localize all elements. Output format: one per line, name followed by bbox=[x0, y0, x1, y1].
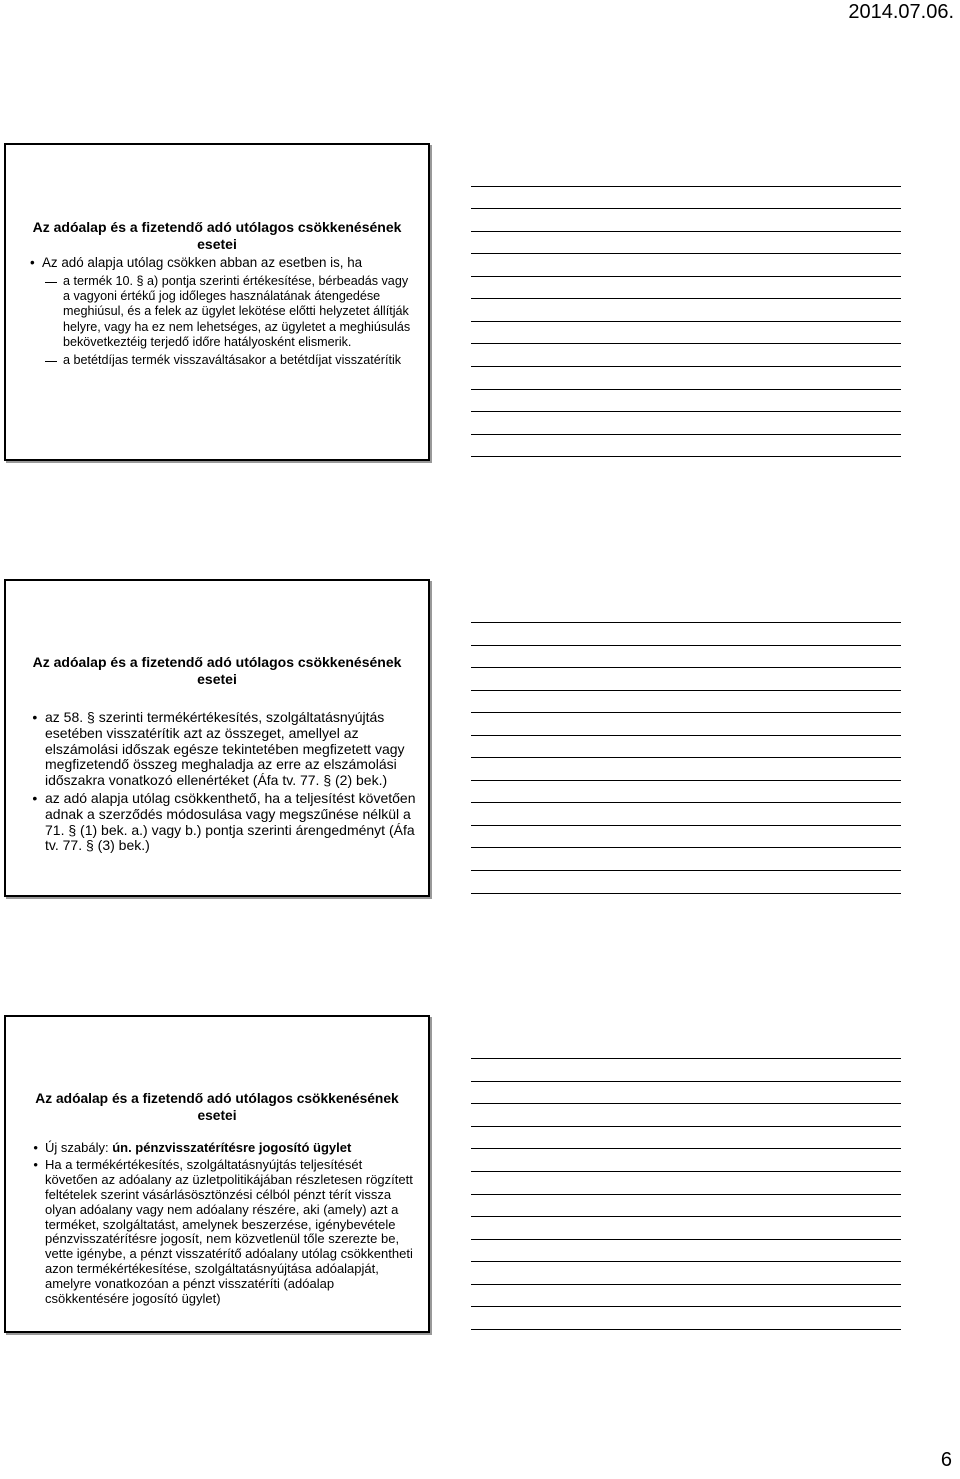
bullet-bold-term: ún. pénzvisszatérítésre jogosító ügylet bbox=[112, 1140, 352, 1155]
dash-item: a betétdíjas termék visszaváltásakor a betétdíjat visszatérítik bbox=[63, 353, 418, 368]
bullet-prefix: Új szabály: bbox=[45, 1140, 113, 1155]
note-line bbox=[471, 253, 901, 254]
slide-title: Az adóalap és a fizetendő adó utólagos csökkenésének esetei bbox=[35, 1091, 399, 1123]
bullet-item: • az adó alapja utólag csökkenthető, ha a teljesítést követően adnak a szerződés módosulása vagy megszűnése nélkül a 71. § (1) bek. a.) vagy b.) pontja szerinti árengedményt (Áfa tv. 77. § (3) bek.) bbox=[45, 791, 418, 854]
note-line bbox=[471, 735, 901, 736]
note-line bbox=[471, 1126, 901, 1127]
note-line bbox=[471, 1329, 901, 1330]
note-line bbox=[471, 456, 901, 457]
note-line bbox=[471, 276, 901, 277]
note-line bbox=[471, 690, 901, 691]
note-line bbox=[471, 208, 901, 209]
note-line bbox=[471, 1081, 901, 1082]
note-line bbox=[471, 1284, 901, 1285]
note-line bbox=[471, 231, 901, 232]
bullet-item: • Az adó alapja utólag csökken abban az esetben is, ha bbox=[42, 255, 418, 271]
slide-content bbox=[26, 1141, 418, 1309]
slide-title: Az adóalap és a fizetendő adó utólagos csökkenésének esetei bbox=[32, 654, 402, 687]
note-line bbox=[471, 622, 901, 623]
note-line bbox=[471, 802, 901, 803]
note-line bbox=[471, 1171, 901, 1172]
print-date: 2014.07.06. bbox=[848, 1, 954, 23]
page-number: 6 bbox=[940, 1449, 952, 1471]
note-line bbox=[471, 1148, 901, 1149]
note-line bbox=[471, 186, 901, 187]
dash-item: a termék 10. § a) pontja szerinti értékesítése, bérbeadás vagy a vagyoni értékű jog időleges használatának átengedése meghiúsul, és a felek az ügylet lekötése előtti helyzetet állítják helyre, vagy ha ez nem lehetséges, az ügyletet a meghiúsulás bekövetkeztéig terjedő időre hatályosként elismerik. bbox=[63, 274, 418, 350]
note-line bbox=[471, 893, 901, 894]
note-line bbox=[471, 1216, 901, 1217]
bullet-item: • Ha a termékértékesítés, szolgáltatásnyújtás teljesítését követően az adóalany az üzletpolitikájában részletesen rögzített feltételek szerint vásárlásösztönzési célból pénzt térít vissza olyan adóalany vagy nem adóalany részére, aki (amely) azt a terméket, szolgáltatást, amelynek beszerzése, igénybevétele pénzvisszatérítésre jogosít, nem közvetlenül tőle szerezte be, vette igénybe, a pénzt visszatérítő adóalany utólag csökkentheti azon termékértékesítése, szolgáltatásnyújtása adóalapját, amelyre vonatkozóan a pénzt visszatéríti (adóalap csökkentésére jogosító ügylet) bbox=[45, 1158, 418, 1307]
note-line bbox=[471, 645, 901, 646]
slide-3 bbox=[4, 1015, 430, 1333]
slide-1 bbox=[4, 143, 430, 461]
note-line bbox=[471, 343, 901, 344]
note-line bbox=[471, 712, 901, 713]
note-line bbox=[471, 1103, 901, 1104]
note-line bbox=[471, 389, 901, 390]
slide-content bbox=[26, 710, 418, 856]
bullet-item: • az 58. § szerinti termékértékesítés, szolgáltatásnyújtás esetében visszatérítik azt az összeget, amellyel az elszámolási időszak egésze tekintetében megfizetett vagy megfizetendő összeg meghaladja az erre az elszámolási időszakra vonatkozó ellenértéket (Áfa tv. 77. § (2) bek.) bbox=[45, 710, 418, 789]
note-line bbox=[471, 366, 901, 367]
note-line bbox=[471, 757, 901, 758]
note-line bbox=[471, 1194, 901, 1195]
slide-2 bbox=[4, 579, 430, 897]
note-line bbox=[471, 1239, 901, 1240]
note-line bbox=[471, 1306, 901, 1307]
slide-content bbox=[26, 255, 418, 368]
note-line bbox=[471, 847, 901, 848]
note-line bbox=[471, 667, 901, 668]
note-line bbox=[471, 780, 901, 781]
note-line bbox=[471, 411, 901, 412]
note-line bbox=[471, 298, 901, 299]
note-line bbox=[471, 870, 901, 871]
slide-title: Az adóalap és a fizetendő adó utólagos csökkenésének esetei bbox=[32, 219, 402, 252]
note-line bbox=[471, 321, 901, 322]
note-line bbox=[471, 434, 901, 435]
note-line bbox=[471, 1261, 901, 1262]
bullet-item bbox=[45, 1141, 418, 1156]
note-line bbox=[471, 1058, 901, 1059]
note-line bbox=[471, 825, 901, 826]
